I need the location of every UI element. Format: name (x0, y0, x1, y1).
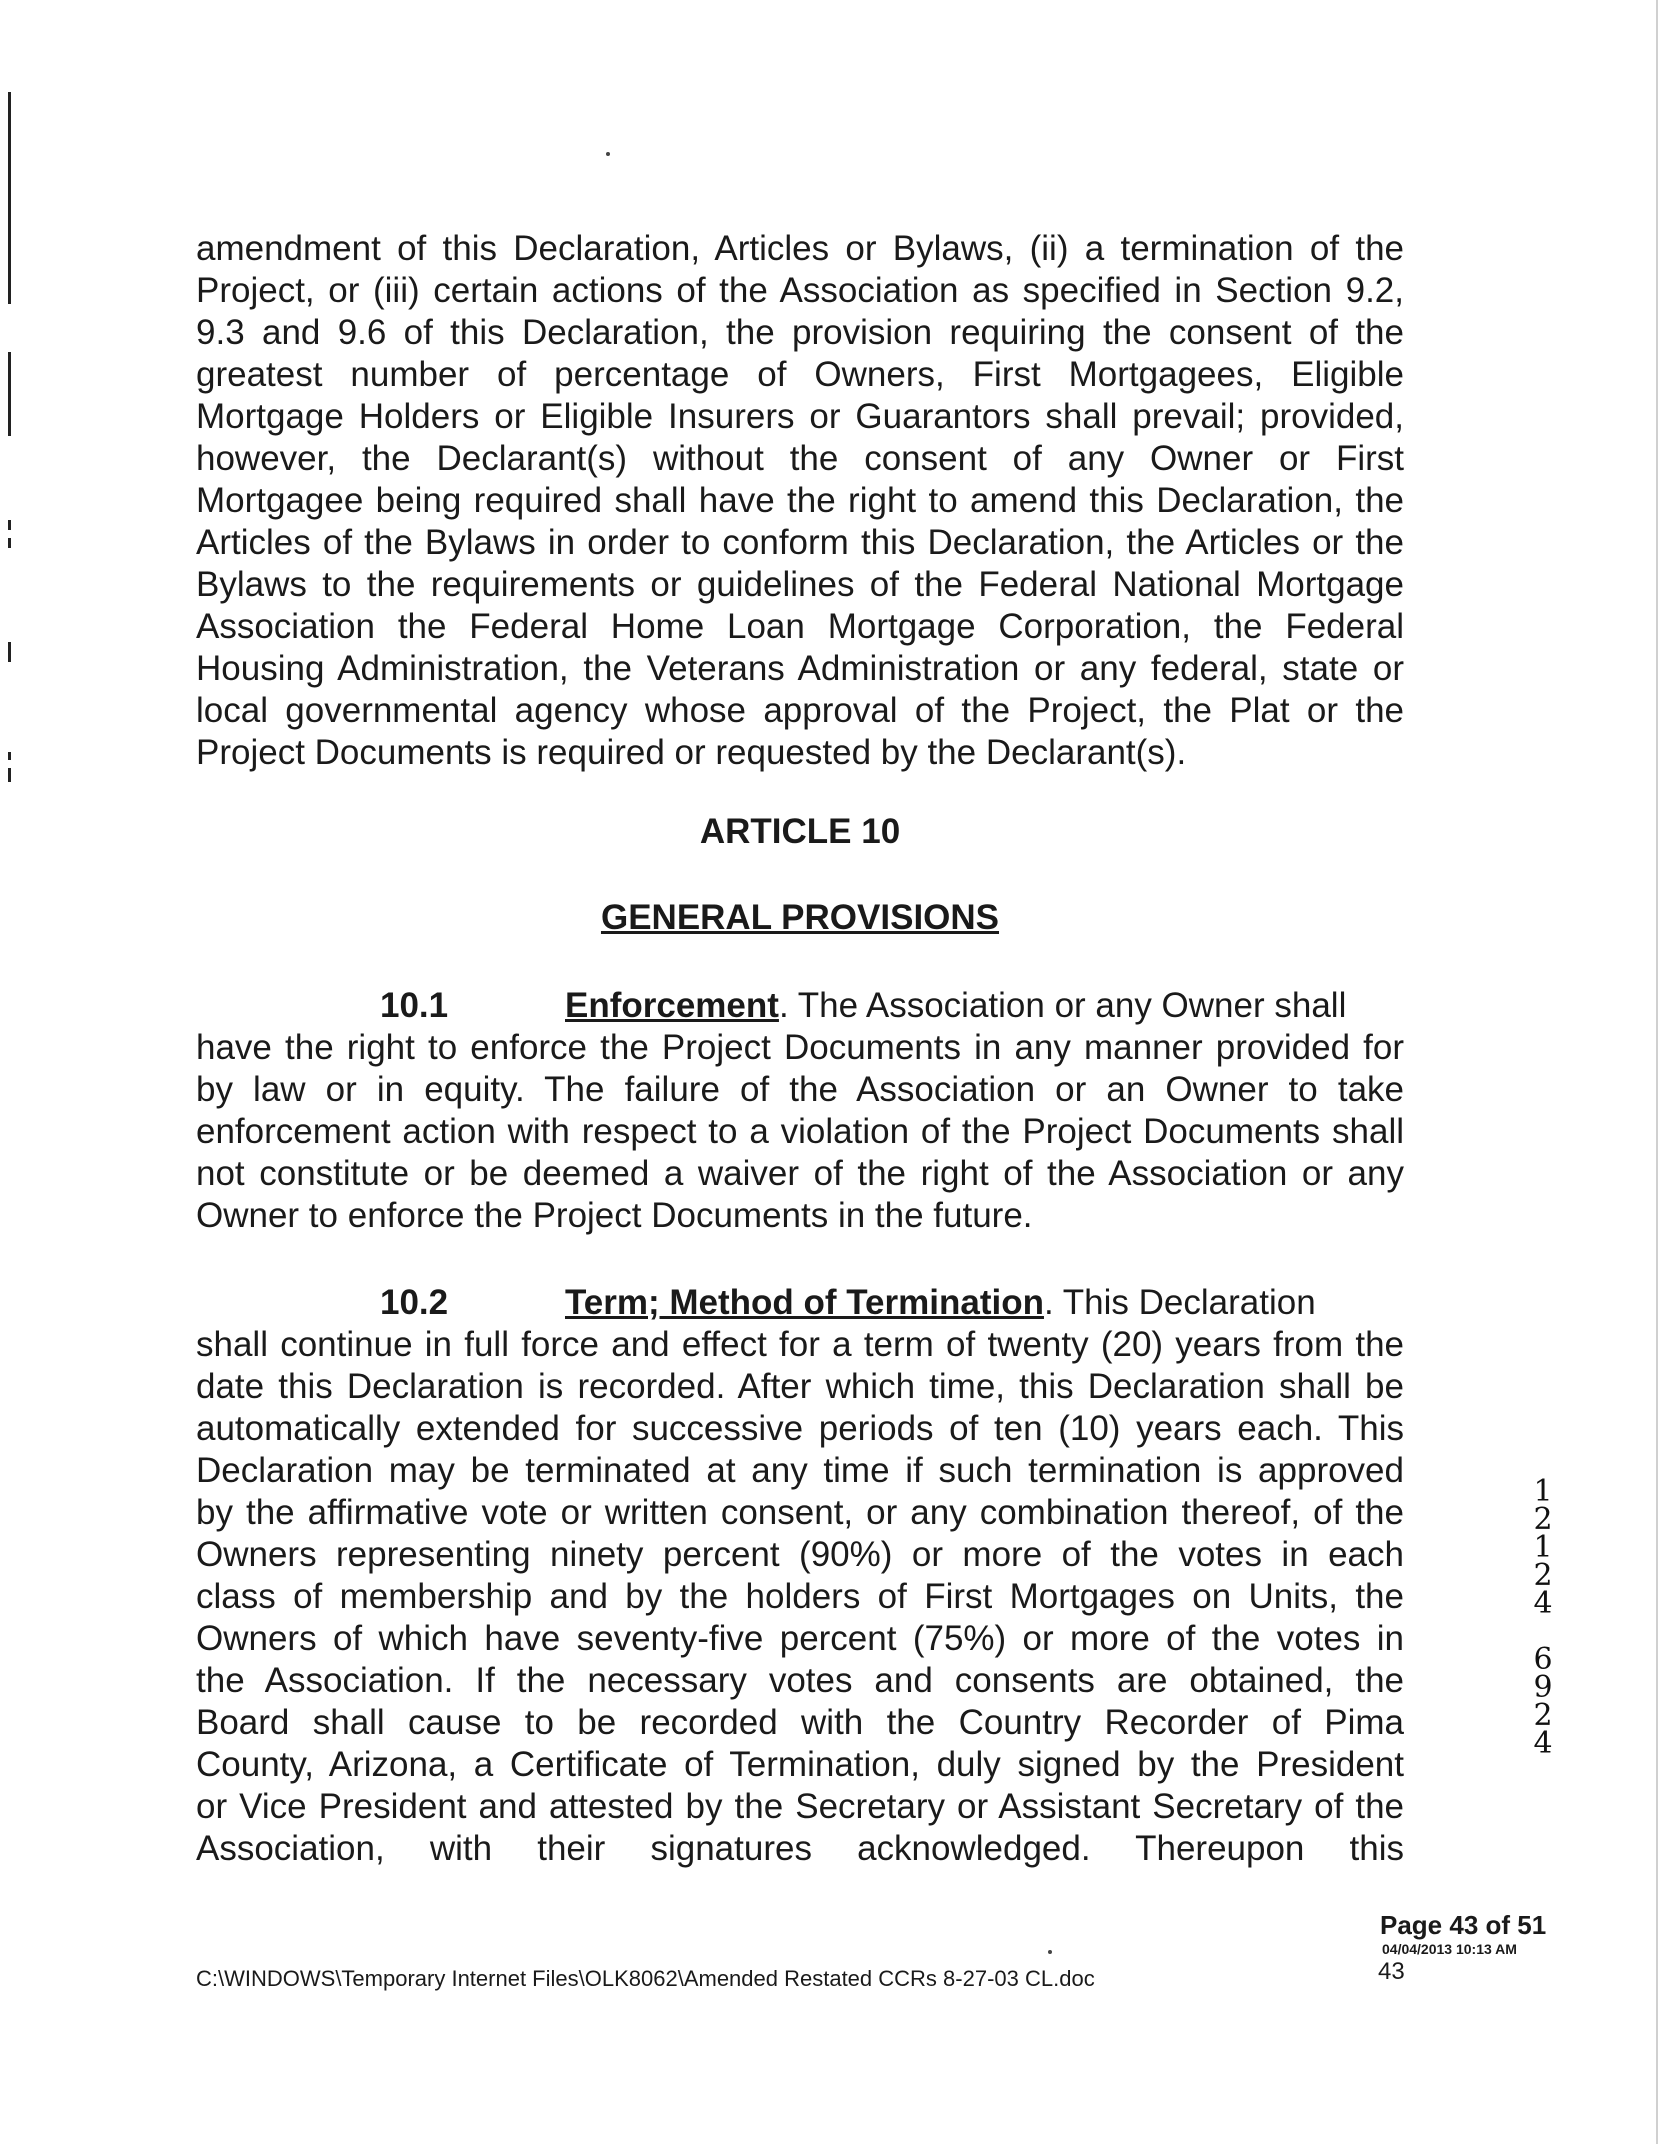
scan-margin-mark (8, 538, 11, 548)
scan-margin-mark (8, 520, 11, 530)
stamp-digit: 4 (1533, 1726, 1553, 1761)
article-title (196, 898, 1404, 938)
text-line: Articles of the Bylaws in order to conform this Declaration, the Articles or the (196, 523, 1404, 562)
text-line: greatest number of percentage of Owners, First Mortgagees, Eligible (196, 355, 1404, 394)
text-line: by law or in equity. The failure of the Association or an Owner to take (196, 1070, 1404, 1109)
text-line: automatically extended for successive periods of ten (10) years each. This (196, 1409, 1404, 1448)
text-line: County, Arizona, a Certificate of Termination, duly signed by the President (196, 1745, 1404, 1784)
text-line: Housing Administration, the Veterans Administration or any federal, state or (196, 649, 1404, 688)
section-10-1-heading (196, 985, 1404, 1027)
stamp-digit: 4 (1533, 1586, 1553, 1621)
text-line: Declaration may be terminated at any time if such termination is approved (196, 1451, 1404, 1490)
text-line: not constitute or be deemed a waiver of the right of the Association or any (196, 1154, 1404, 1193)
stamp-digit: 2 (1533, 1558, 1553, 1593)
scan-margin-mark (8, 752, 11, 760)
print-timestamp: 04/04/2013 10:13 AM (1382, 1941, 1517, 1957)
scan-speck (606, 152, 610, 156)
text-line: amendment of this Declaration, Articles or Bylaws, (ii) a termination of the (196, 229, 1404, 268)
text-line: local governmental agency whose approval of the Project, the Plat or the (196, 691, 1404, 730)
scan-right-edge (1656, 0, 1658, 2144)
stamp-digit: 1 (1533, 1474, 1553, 1509)
text-line: Project, or (iii) certain actions of the Association as specified in Section 9.2, (196, 271, 1404, 310)
continued-paragraph (196, 228, 1404, 774)
text-line: have the right to enforce the Project Documents in any manner provided for (196, 1028, 1404, 1067)
article-number: ARTICLE 10 (699, 812, 901, 851)
section-title: Term; Method of Termination (565, 1283, 1044, 1322)
text-line: Owners representing ninety percent (90%) or more of the votes in each (196, 1535, 1404, 1574)
text-line: Owners of which have seventy-five percent (75%) or more of the votes in (196, 1619, 1404, 1658)
text-line: or Vice President and attested by the Secretary or Assistant Secretary of the (196, 1787, 1404, 1826)
file-path: C:\WINDOWS\Temporary Internet Files\OLK8062\Amended Restated CCRs 8-27-03 CL.doc (196, 1966, 1095, 1991)
scan-margin-mark (8, 352, 11, 436)
text-line: shall continue in full force and effect for a term of twenty (20) years from the (196, 1325, 1404, 1364)
text-line: by the affirmative vote or written consent, or any combination thereof, of the (196, 1493, 1404, 1532)
text-line: however, the Declarant(s) without the consent of any Owner or First (196, 439, 1404, 478)
stamp-digit: 9 (1533, 1670, 1553, 1705)
section-number: 10.2 (380, 1283, 449, 1322)
section-10-2-heading (196, 1282, 1404, 1324)
section-10-2-body (196, 1324, 1404, 1870)
stamp-digit: 2 (1533, 1698, 1553, 1733)
stamp-digit: 2 (1533, 1502, 1553, 1537)
text-line: class of membership and by the holders of First Mortgages on Units, the (196, 1577, 1404, 1616)
text-line: Owner to enforce the Project Documents in the future. (196, 1196, 1033, 1235)
section-10-2 (196, 1282, 1404, 1870)
text-line: Project Documents is required or requested by the Declarant(s). (196, 733, 1187, 772)
stamp-digits-group-2 (1528, 1642, 1558, 1761)
section-number: 10.1 (380, 986, 449, 1025)
stamp-digit: 1 (1533, 1530, 1553, 1565)
article-title-text: GENERAL PROVISIONS (600, 898, 1000, 937)
stamp-digits-group-1 (1528, 1474, 1558, 1621)
scan-speck (1048, 1950, 1052, 1954)
text-line: Board shall cause to be recorded with the Country Recorder of Pima (196, 1703, 1404, 1742)
text-line: Mortgagee being required shall have the right to amend this Declaration, the (196, 481, 1404, 520)
section-10-1 (196, 985, 1404, 1237)
text-line: enforcement action with respect to a violation of the Project Documents shall (196, 1112, 1404, 1151)
page-number: 43 (1378, 1958, 1405, 1985)
text-line: Bylaws to the requirements or guidelines of the Federal National Mortgage (196, 565, 1404, 604)
scan-margin-mark (8, 92, 11, 304)
text-line: Mortgage Holders or Eligible Insurers or Guarantors shall prevail; provided, (196, 397, 1404, 436)
section-first-line-text: . This Declaration (1043, 1283, 1316, 1322)
scan-margin-mark (8, 642, 11, 662)
section-10-1-body (196, 1027, 1404, 1237)
text-line: Association the Federal Home Loan Mortgage Corporation, the Federal (196, 607, 1404, 646)
text-line: 9.3 and 9.6 of this Declaration, the provision requiring the consent of the (196, 313, 1404, 352)
scan-margin-mark (8, 768, 11, 782)
section-title: Enforcement (565, 986, 779, 1025)
text-line: Association, with their signatures acknowledged. Thereupon this (196, 1829, 1404, 1868)
section-first-line-text: . The Association or any Owner shall (778, 986, 1347, 1025)
page-count-label: Page 43 of 51 (1380, 1910, 1547, 1940)
text-line: date this Declaration is recorded. After which time, this Declaration shall be (196, 1367, 1404, 1406)
stamp-digit: 6 (1533, 1642, 1553, 1677)
text-line: the Association. If the necessary votes and consents are obtained, the (196, 1661, 1404, 1700)
recording-number-stamp (1528, 1474, 1558, 1761)
